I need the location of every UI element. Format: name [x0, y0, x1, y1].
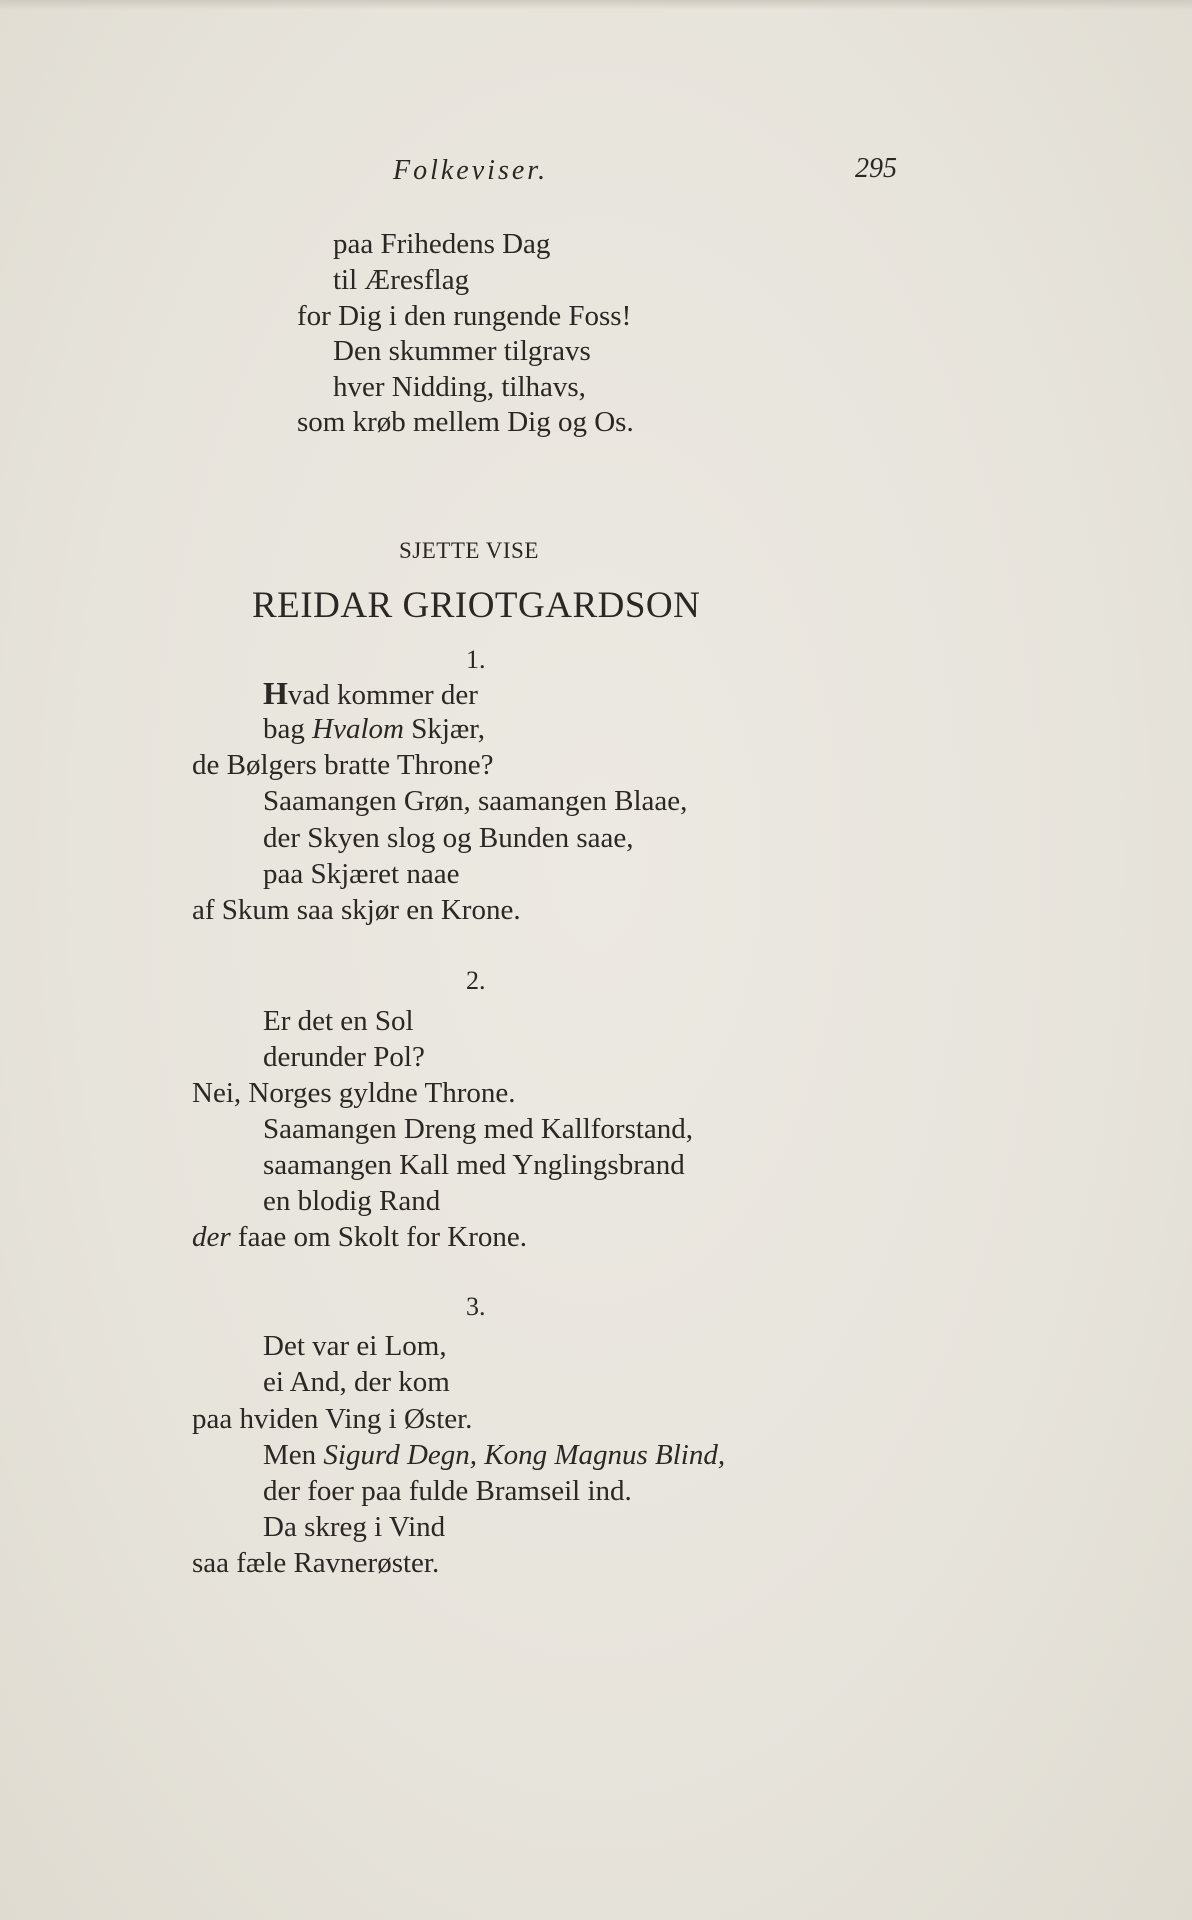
verse-line: der Skyen slog og Bunden saae,: [263, 822, 634, 854]
running-header-title: Folkeviser.: [393, 155, 549, 186]
verse-line: en blodig Rand: [263, 1185, 441, 1217]
intro-line: for Dig i den rungende Foss!: [297, 300, 632, 332]
verse-line: [192, 1219, 527, 1255]
verse-line: Er det en Sol: [263, 1005, 414, 1037]
verse-line: [263, 1437, 725, 1473]
verse-line: Da skreg i Vind: [263, 1511, 446, 1543]
verse-italic-text: der: [192, 1221, 231, 1253]
intro-line: hver Nidding, tilhavs,: [333, 371, 586, 403]
intro-line: som krøb mellem Dig og Os.: [297, 406, 634, 438]
stanza-number: 2.: [466, 966, 486, 995]
verse-line: ei And, der kom: [263, 1366, 450, 1398]
page-edge: [0, 0, 1192, 10]
verse-line: saamangen Kall med Ynglingsbrand: [263, 1149, 685, 1181]
verse-line: Saamangen Grøn, saamangen Blaae,: [263, 785, 688, 817]
intro-line: til Æresflag: [333, 264, 470, 296]
poem-title: REIDAR GRIOTGARDSON: [252, 585, 701, 626]
page-number: 295: [855, 153, 897, 184]
verse-line: [263, 675, 478, 713]
verse-line: saa fæle Ravnerøster.: [192, 1547, 440, 1579]
verse-text: Skjær,: [403, 713, 485, 745]
verse-text: bag: [263, 713, 313, 745]
intro-line: Den skummer tilgravs: [333, 335, 591, 367]
verse-line: der foer paa fulde Bramseil ind.: [263, 1475, 632, 1507]
verse-line: Nei, Norges gyldne Throne.: [192, 1077, 516, 1109]
intro-line: paa Frihedens Dag: [333, 228, 551, 260]
verse-line: derunder Pol?: [263, 1041, 425, 1073]
verse-line: Det var ei Lom,: [263, 1330, 447, 1362]
verse-line: af Skum saa skjør en Krone.: [192, 894, 521, 926]
verse-text: vad kommer der: [287, 679, 478, 711]
verse-line: de Bølgers bratte Throne?: [192, 749, 494, 781]
drop-initial: H: [263, 675, 288, 711]
verse-text: faae om Skolt for Krone.: [230, 1221, 528, 1253]
stanza-number: 1.: [466, 645, 486, 674]
verse-text: Men: [263, 1439, 324, 1471]
verse-line: Saamangen Dreng med Kallforstand,: [263, 1113, 694, 1145]
verse-italic-text: Sigurd Degn, Kong Magnus Blind,: [323, 1439, 726, 1471]
verse-line: paa hviden Ving i Øster.: [192, 1403, 473, 1435]
stanza-number: 3.: [466, 1292, 486, 1321]
verse-line: paa Skjæret naae: [263, 858, 460, 890]
verse-italic-text: Hvalom: [312, 713, 404, 745]
verse-line: [263, 711, 485, 747]
section-label: SJETTE VISE: [399, 538, 539, 563]
